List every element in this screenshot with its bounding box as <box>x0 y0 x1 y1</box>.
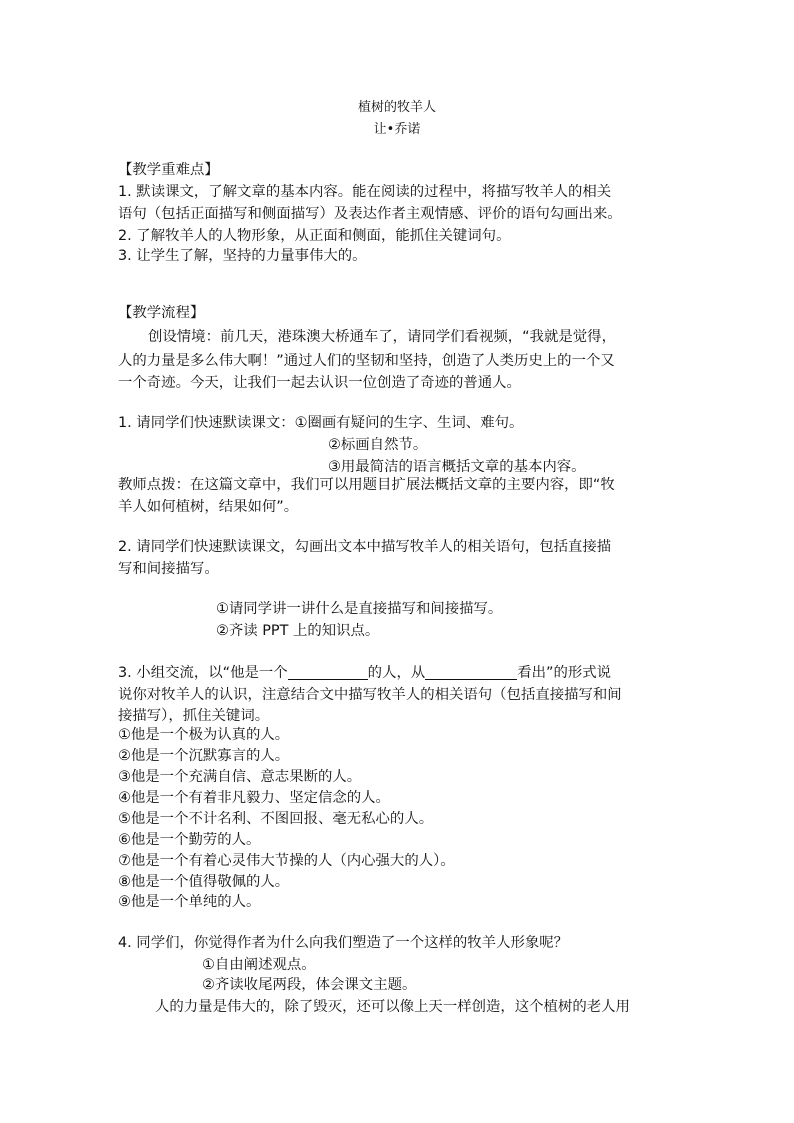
intro-line-1: 创设情境：前几天，港珠澳大桥通车了，请同学们看视频，“我就是觉得， <box>148 329 616 345</box>
answer-item: ⑤他是一个不计名利、不图回报、毫无私心的人。 <box>118 811 434 827</box>
key-point-1-line-1: 1. 默读课文，了解文章的基本内容。能在阅读的过程中，将描写牧羊人的相关 <box>118 184 612 200</box>
answer-item: ⑥他是一个勤劳的人。 <box>118 832 261 848</box>
answer-item: ⑧他是一个值得敬佩的人。 <box>118 874 290 890</box>
answer-item: ③他是一个充满自信、意志果断的人。 <box>118 769 362 785</box>
step-4-line-1: 4. 同学们，你觉得作者为什么向我们塑造了一个这样的牧羊人形象呢？ <box>118 935 569 951</box>
step-2-line-1: 2. 请同学们快速默读课文，勾画出文本中描写牧羊人的相关语句，包括直接描 <box>118 539 612 555</box>
answer-item: ⑨他是一个单纯的人。 <box>118 894 261 910</box>
step-1-comment-line-2: 羊人如何植树，结果如何”。 <box>118 499 299 515</box>
step-1-comment-line-1: 教师点拨：在这篇文章中，我们可以用题目扩展法概括文章的主要内容，即“牧 <box>118 477 615 493</box>
step-1-line-2: ②标画自然节。 <box>328 437 428 453</box>
step-2-line-2: 写和间接描写。 <box>118 561 219 577</box>
answer-item: ②他是一个沉默寡言的人。 <box>118 748 290 764</box>
step-3-text-3: 看出”的形式说 <box>517 665 612 681</box>
fill-blank-1 <box>288 665 368 680</box>
answer-item: ④他是一个有着非凡毅力、坚定信念的人。 <box>118 790 390 806</box>
fill-blank-2 <box>425 665 517 680</box>
answer-item: ①他是一个极为认真的人。 <box>118 727 290 743</box>
step-1-line-3: ③用最简洁的语言概括文章的基本内容。 <box>328 459 586 475</box>
step-2-sub-2: ②齐读 PPT 上的知识点。 <box>216 623 380 639</box>
step-1-line-1: 1. 请同学们快速默读课文：①圈画有疑问的生字、生词、难句。 <box>118 415 524 431</box>
step-3-text-1: 3. 小组交流，以“他是一个 <box>118 665 288 681</box>
step-2-sub-1: ①请同学讲一讲什么是直接描写和间接描写。 <box>216 601 503 617</box>
step-3-line-2: 说你对牧羊人的认识，注意结合文中描写牧羊人的相关语句（包括直接描写和间 <box>118 687 622 703</box>
step-4-sub-1: ①自由阐述观点。 <box>202 957 316 973</box>
step-3-line-3: 接描写），抓住关键词。 <box>118 708 270 724</box>
step-3-text-2: 的人，从 <box>367 665 426 681</box>
key-point-2: 2. 了解牧羊人的人物形象，从正面和侧面，能抓住关键词句。 <box>118 228 511 244</box>
doc-title: 植树的牧羊人 <box>357 100 436 115</box>
doc-author: 让•乔诺 <box>373 122 421 137</box>
step-4-sub-2: ②齐读收尾两段，体会课文主题。 <box>202 977 417 993</box>
step-3-line-1 <box>118 662 611 684</box>
intro-line-3: 一个奇迹。今天，让我们一起去认识一位创造了奇迹的普通人。 <box>118 375 521 391</box>
answer-item: ⑦他是一个有着心灵伟大节操的人（内心强大的人）。 <box>118 853 455 869</box>
key-points-heading: 【教学重难点】 <box>118 162 219 178</box>
process-heading: 【教学流程】 <box>118 305 205 321</box>
key-point-1-line-2: 语句（包括正面描写和侧面描写）及表达作者主观情感、评价的语句勾画出来。 <box>118 206 622 222</box>
step-4-paragraph: 人的力量是伟大的，除了毁灭，还可以像上天一样创造，这个植树的老人用 <box>155 999 630 1015</box>
key-point-3: 3. 让学生了解，坚持的力量事伟大的。 <box>118 248 367 264</box>
intro-line-2: 人的力量是多么伟大啊！”通过人们的坚韧和坚持，创造了人类历史上的一个又 <box>118 353 615 369</box>
